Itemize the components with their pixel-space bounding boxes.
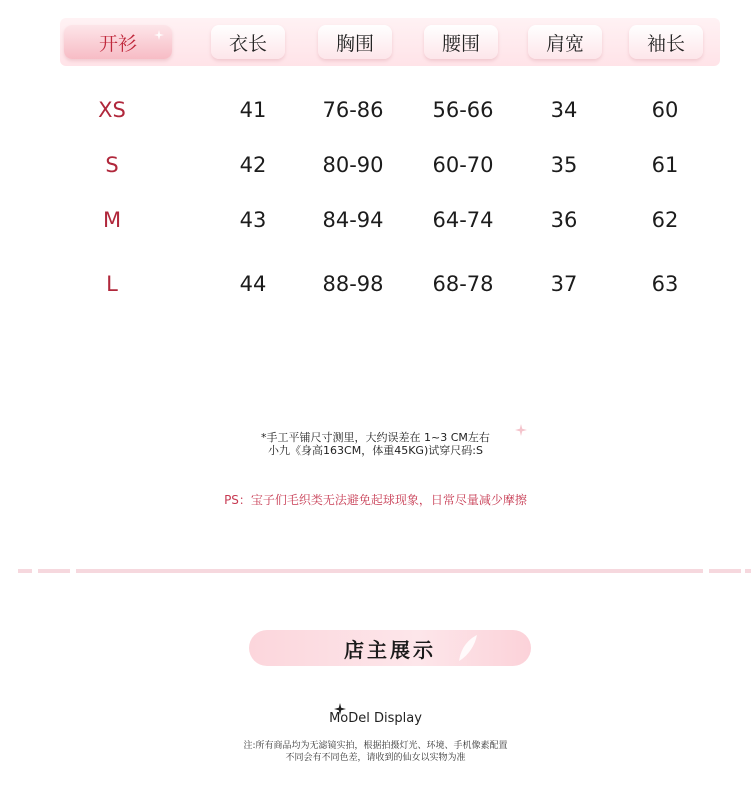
waist-cell: 60-70	[432, 153, 494, 177]
waist-cell: 68-78	[432, 272, 494, 296]
header-chest	[318, 25, 392, 59]
header-cardigan	[64, 25, 172, 59]
model-size-note: 小九《身高163CM，体重45KG)试穿尺码:S	[268, 444, 483, 457]
sleeve-cell: 63	[651, 272, 679, 296]
section-title-label: 店主展示	[344, 637, 436, 662]
shoulder-cell: 35	[550, 153, 578, 177]
chest-cell: 88-98	[322, 272, 384, 296]
shoulder-cell: 37	[550, 272, 578, 296]
waist-cell: 64-74	[432, 208, 494, 232]
size-cell: L	[106, 272, 118, 296]
chest-cell: 76-86	[322, 98, 384, 122]
chest-cell: 84-94	[322, 208, 384, 232]
color-disclaimer-line1: 注:所有商品均为无滤镜实拍，根据拍摄灯光、环境、手机像素配置	[243, 741, 508, 751]
header-waist-label: 腰围	[441, 32, 480, 55]
sleeve-cell: 62	[651, 208, 679, 232]
header-cardigan-label: 开衫	[98, 32, 137, 55]
sleeve-cell: 61	[651, 153, 679, 177]
header-chest-label: 胸围	[335, 32, 374, 55]
ps-note: PS：宝子们毛织类无法避免起球现象，日常尽量减少摩擦	[224, 493, 527, 507]
leaf-icon	[455, 633, 479, 663]
sparkle-icon	[154, 30, 164, 40]
color-disclaimer-line2: 不同会有不同色差，请收到的仙女以实物为准	[285, 753, 466, 763]
length-cell: 43	[239, 208, 267, 232]
section-title	[249, 630, 531, 666]
size-cell: S	[105, 153, 119, 177]
waist-cell: 56-66	[432, 98, 494, 122]
length-cell: 44	[239, 272, 267, 296]
sparkle-icon	[515, 424, 527, 436]
sleeve-cell: 60	[651, 98, 679, 122]
header-shoulder	[528, 25, 602, 59]
header-length	[211, 25, 285, 59]
length-cell: 42	[239, 153, 267, 177]
model-display-subtitle: MoDel Display	[329, 711, 422, 726]
header-shoulder-label: 肩宽	[545, 32, 584, 55]
shoulder-cell: 34	[550, 98, 578, 122]
measurement-note: *手工平铺尺寸测里，大约误差在 1~3 CM左右	[261, 431, 490, 444]
size-cell: M	[102, 208, 122, 232]
length-cell: 41	[239, 98, 267, 122]
header-sleeve	[629, 25, 703, 59]
header-length-label: 衣长	[228, 32, 267, 55]
chest-cell: 80-90	[322, 153, 384, 177]
header-sleeve-label: 袖长	[646, 32, 685, 55]
size-cell: XS	[98, 98, 126, 122]
shoulder-cell: 36	[550, 208, 578, 232]
header-waist	[424, 25, 498, 59]
